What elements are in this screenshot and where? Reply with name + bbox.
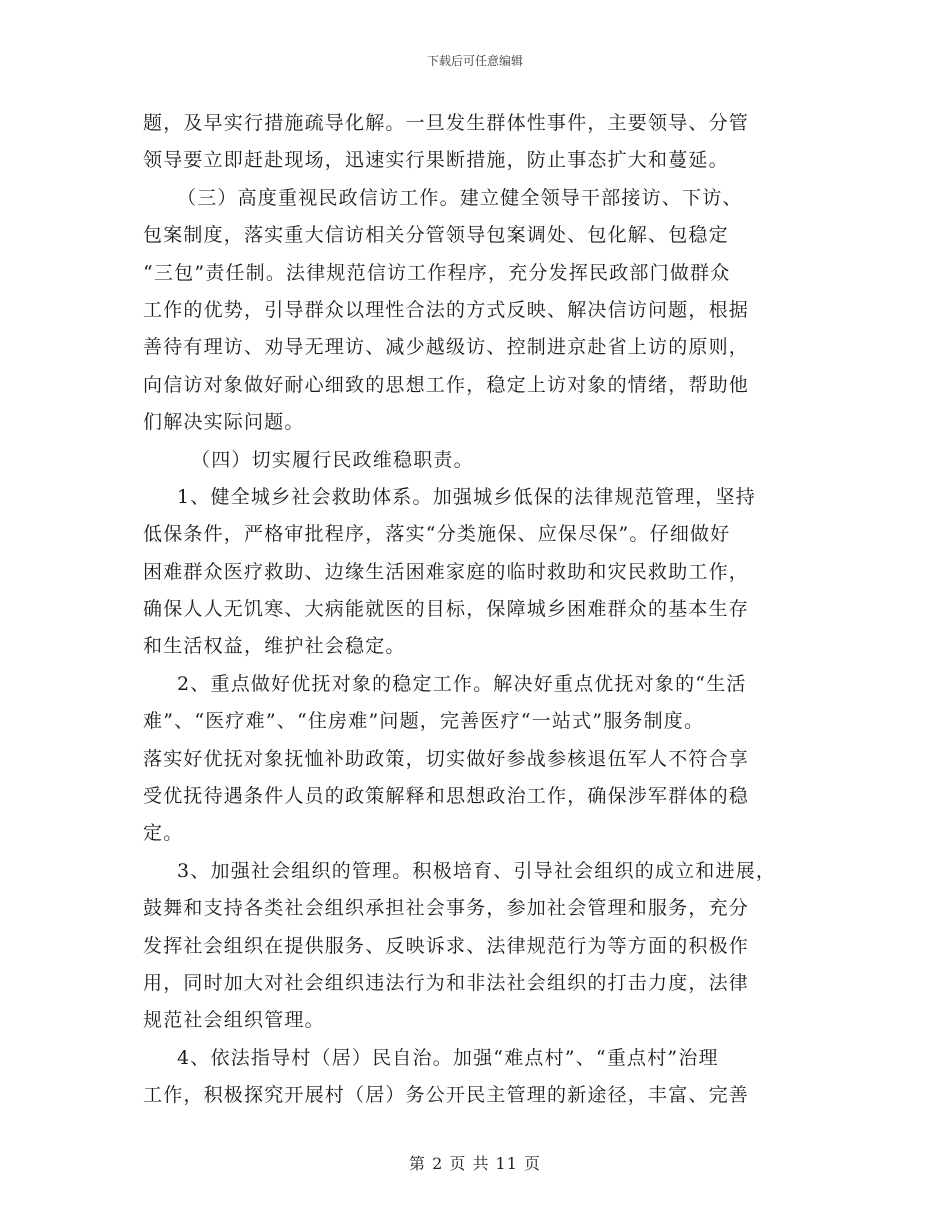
document-body: [143, 105, 823, 1115]
text-line: 包案制度，落实重大信访相关分管领导包案调处、包化解、包稳定: [143, 224, 729, 247]
text-line: 低保条件，严格审批程序，落实“分类施保、应保尽保”。仔细做好: [143, 523, 731, 546]
text-line: 发挥社会组织在提供服务、反映诉求、法律规范行为等方面的积极作: [143, 934, 750, 957]
paragraph-start: 1、健全城乡社会救助体系。加强城乡低保的法律规范管理，坚持: [177, 485, 756, 508]
text-line: 题，及早实行措施疏导化解。一旦发生群体性事件，主要领导、分管: [143, 112, 750, 134]
text-line: 鼓舞和支持各类社会组织承担社会事务，参加社会管理和服务，充分: [143, 897, 750, 920]
text-line: 用，同时加大对社会组织违法行为和非法社会组织的打击力度，法律: [143, 971, 750, 994]
text-line: 善待有理访、劝导无理访、减少越级访、控制进京赴省上访的原则，: [143, 336, 750, 359]
text-line: 领导要立即赶赴现场，迅速实行果断措施，防止事态扩大和蔓延。: [143, 149, 729, 172]
text-line: 工作的优势，引导群众以理性合法的方式反映、解决信访问题，根据: [143, 298, 750, 321]
text-line: 落实好优抚对象抚恤补助政策，切实做好参战参核退伍军人不符合享: [143, 747, 750, 770]
section-heading: （四）切实履行民政维稳职责。: [191, 448, 474, 471]
page-number-footer: 第 2 页 共 11 页: [409, 1154, 541, 1173]
text-line: 定。: [143, 822, 184, 845]
paragraph-start: 2、重点做好优抚对象的稳定工作。解决好重点优抚对象的“生活: [177, 672, 747, 695]
text-line: 们解决实际问题。: [143, 411, 305, 434]
text-line: 难”、“医疗难”、“住房难”问题，完善医疗“一站式”服务制度。: [143, 710, 705, 733]
text-line: 确保人人无饥寒、大病能就医的目标，保障城乡困难群众的基本生存: [143, 598, 750, 621]
paragraph-start: 4、依法指导村（居）民自治。加强“难点村”、“重点村”治理: [177, 1046, 719, 1069]
text-line: 向信访对象做好耐心细致的思想工作，稳定上访对象的情绪，帮助他: [143, 373, 750, 396]
section-heading: （三）高度重视民政信访工作。建立健全领导干部接访、下访、: [177, 186, 743, 209]
page-header: 下载后可任意编辑: [426, 54, 523, 68]
text-line: 受优抚待遇条件人员的政策解释和思想政治工作，确保涉军群体的稳: [143, 785, 750, 808]
text-line: 困难群众医疗救助、边缘生活困难家庭的临时救助和灾民救助工作，: [143, 560, 750, 583]
paragraph-start: 3、加强社会组织的管理。积极培育、引导社会组织的成立和进展，: [177, 859, 777, 882]
text-line: 和生活权益，维护社会稳定。: [143, 635, 406, 658]
text-line: 规范社会组织管理。: [143, 1009, 325, 1032]
text-line: “三包”责任制。法律规范信访工作程序，充分发挥民政部门做群众: [143, 261, 731, 284]
text-line: 工作，积极探究开展村（居）务公开民主管理的新途径，丰富、完善: [143, 1084, 750, 1107]
